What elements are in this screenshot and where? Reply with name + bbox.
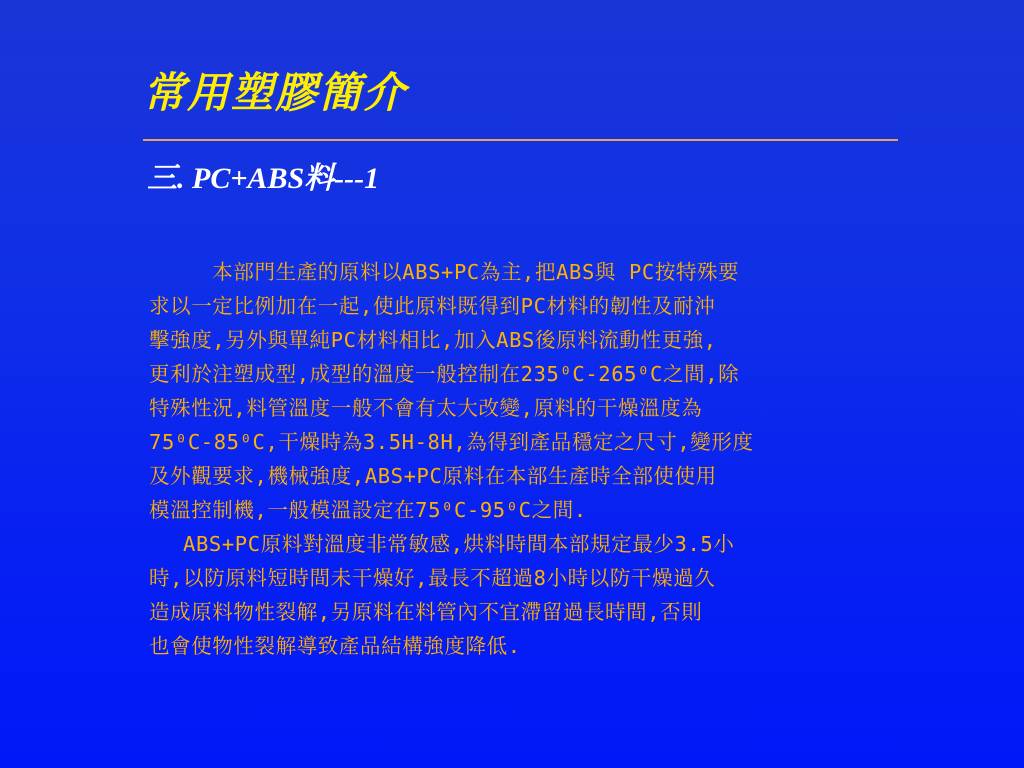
title-divider bbox=[143, 139, 898, 141]
slide-title: 常用塑膠簡介 bbox=[143, 68, 408, 117]
body-line: 本部門生產的原料以ABS+PC為主,把ABS與 PC按特殊要 bbox=[149, 260, 740, 284]
section-subtitle: 三. PC+ABS料---1 bbox=[147, 162, 380, 195]
body-line: 也會使物性裂解導致產品結構強度降低. bbox=[149, 634, 521, 658]
body-text bbox=[149, 255, 894, 663]
body-line: 擊強度,另外與單純PC材料相比,加入ABS後原料流動性更強, bbox=[149, 328, 717, 352]
body-line: 模溫控制機,一般模溫設定在75⁰C-95⁰C之間. bbox=[149, 498, 587, 522]
body-line: 造成原料物性裂解,另原料在料管內不宜滯留過長時間,否則 bbox=[149, 600, 703, 624]
body-line: 75⁰C-85⁰C,干燥時為3.5H-8H,為得到產品穩定之尺寸,變形度 bbox=[149, 430, 754, 454]
body-line: 時,以防原料短時間未干燥好,最長不超過8小時以防干燥過久 bbox=[149, 566, 716, 590]
body-line: 及外觀要求,機械強度,ABS+PC原料在本部生產時全部使使用 bbox=[149, 464, 717, 488]
body-line: ABS+PC原料對溫度非常敏感,烘料時間本部規定最少3.5小 bbox=[149, 532, 735, 556]
body-line: 更利於注塑成型,成型的溫度一般控制在235⁰C-265⁰C之間,除 bbox=[149, 362, 740, 386]
body-line: 求以一定比例加在一起,使此原料既得到PC材料的韌性及耐沖 bbox=[149, 294, 716, 318]
body-line: 特殊性況,料管溫度一般不會有太大改變,原料的干燥溫度為 bbox=[149, 396, 703, 420]
